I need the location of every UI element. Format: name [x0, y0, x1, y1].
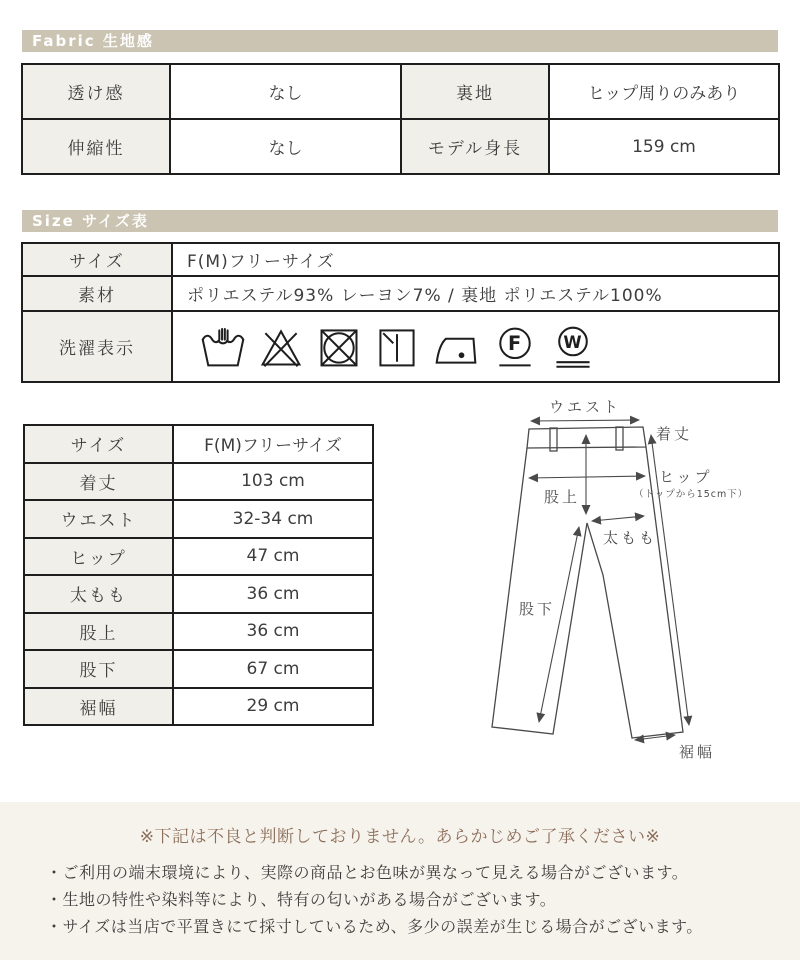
fabric-value-sheerness: なし	[170, 64, 401, 119]
info-row-size	[22, 243, 779, 276]
diagram-label-rise: 股上	[543, 488, 580, 506]
fabric-value-lining: ヒップ周りのみあり	[549, 64, 779, 119]
measure-header-value: F(M)フリーサイズ	[173, 425, 373, 463]
info-label-size: サイズ	[22, 243, 172, 276]
fabric-label-lining: 裏地	[401, 64, 549, 119]
measure-label: 裾幅	[24, 688, 173, 726]
info-value-size: F(M)フリーサイズ	[172, 243, 779, 276]
measure-row-thigh	[24, 575, 373, 613]
info-label-care: 洗濯表示	[22, 311, 172, 382]
size-info-table	[21, 242, 780, 383]
measure-label: 股下	[24, 650, 173, 688]
diagram-label-length: 着丈	[656, 425, 693, 443]
fabric-row	[22, 119, 779, 174]
diagram-label-hem: 裾幅	[679, 743, 716, 761]
fabric-value-stretch: なし	[170, 119, 401, 174]
measure-value: 103 cm	[173, 463, 373, 501]
dry-clean-petroleum-icon	[492, 324, 538, 370]
disclaimer-title: ※下記は不良と判断しておりません。あらかじめご了承ください※	[139, 827, 661, 847]
fabric-table	[21, 63, 780, 175]
measure-label: 太もも	[24, 575, 173, 613]
info-value-material: ポリエステル93% レーヨン7% / 裏地 ポリエステル100%	[172, 276, 779, 311]
disclaimer-item: ・ご利用の端末環境により、実際の商品とお色味が異なって見える場合がございます。	[46, 863, 689, 882]
measure-row-inseam	[24, 650, 373, 688]
measurements-table	[23, 424, 374, 726]
measure-row-waist	[24, 500, 373, 538]
size-section-header: Size サイズ表	[22, 210, 778, 232]
diagram-note-hip: （トップから15cm下）	[634, 489, 749, 500]
disclaimer-item: ・サイズは当店で平置きにて採寸しているため、多少の誤差が生じる場合がございます。	[46, 917, 703, 936]
info-label-material: 素材	[22, 276, 172, 311]
measure-row-length	[24, 463, 373, 501]
hand-wash-icon	[200, 324, 246, 370]
measure-header-row	[24, 425, 373, 463]
disclaimer-items	[46, 859, 800, 940]
dry-clean-letter: F	[507, 331, 523, 355]
do-not-tumble-dry-icon	[316, 324, 362, 370]
diagram-label-hip: ヒップ	[659, 468, 713, 486]
measure-row-hem	[24, 688, 373, 726]
fabric-value-model-height: 159 cm	[549, 119, 779, 174]
diagram-label-waist: ウエスト	[548, 398, 622, 416]
wet-clean-icon	[550, 324, 596, 370]
iron-low-icon	[432, 324, 480, 370]
fabric-label-model-height: モデル身長	[401, 119, 549, 174]
measure-value: 29 cm	[173, 688, 373, 726]
measure-row-rise	[24, 613, 373, 651]
measure-value: 36 cm	[173, 613, 373, 651]
measure-label: ウエスト	[24, 500, 173, 538]
measure-value: 67 cm	[173, 650, 373, 688]
diagram-label-inseam: 股下	[519, 600, 556, 618]
drip-dry-in-shade-icon	[374, 324, 420, 370]
fabric-label-stretch: 伸縮性	[22, 119, 170, 174]
care-icons	[187, 324, 778, 370]
diagram-label-thigh: 太もも	[603, 529, 658, 547]
info-row-care	[22, 311, 779, 382]
measure-label: ヒップ	[24, 538, 173, 576]
info-row-material	[22, 276, 779, 311]
measure-label: 股上	[24, 613, 173, 651]
pants-outline	[492, 427, 683, 738]
disclaimer-notice	[0, 802, 800, 960]
disclaimer-item: ・生地の特性や染料等により、特有の匂いがある場合がございます。	[46, 890, 557, 909]
do-not-bleach-icon	[258, 324, 304, 370]
measure-label: 着丈	[24, 463, 173, 501]
pants-measurement-diagram	[450, 390, 795, 775]
measure-value: 36 cm	[173, 575, 373, 613]
measure-value: 32-34 cm	[173, 500, 373, 538]
measure-value: 47 cm	[173, 538, 373, 576]
measure-row-hip	[24, 538, 373, 576]
fabric-row	[22, 64, 779, 119]
measure-header-label: サイズ	[24, 425, 173, 463]
fabric-label-sheerness: 透け感	[22, 64, 170, 119]
fabric-section-header: Fabric 生地感	[22, 30, 778, 52]
wet-clean-letter: W	[563, 332, 583, 352]
